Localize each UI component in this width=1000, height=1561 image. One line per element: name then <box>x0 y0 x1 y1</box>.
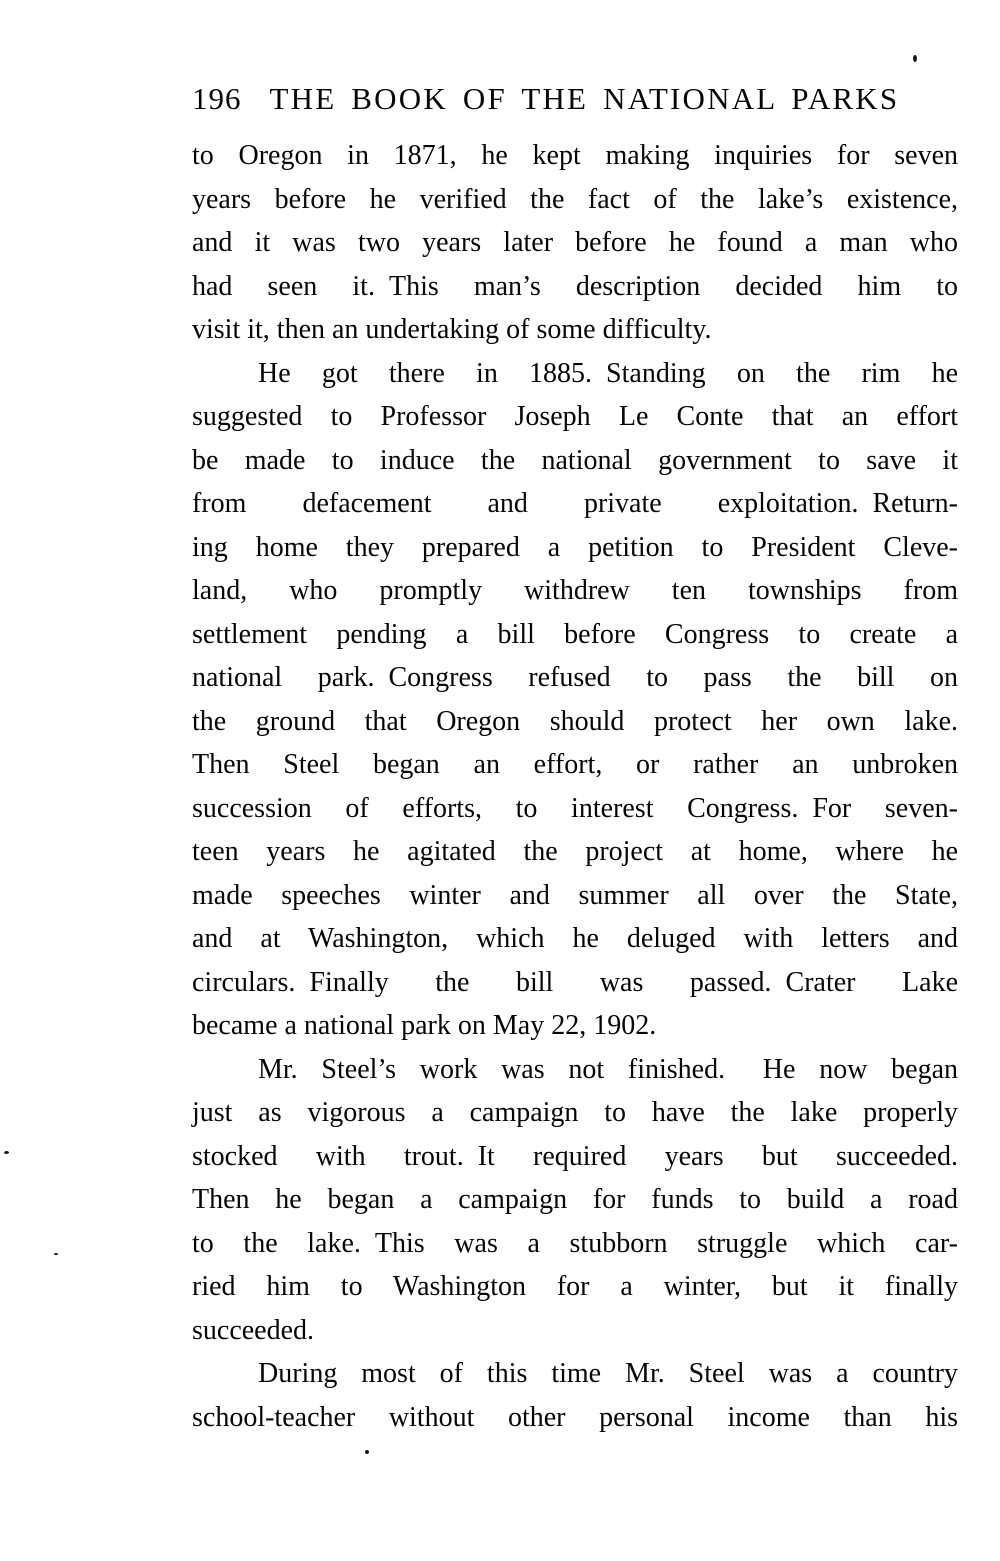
text-line: national park. Congress refused to pass the bill on <box>192 662 958 693</box>
text-line: succeeded. <box>192 1314 315 1346</box>
paragraph-crater-lake-campaign <box>192 352 958 1048</box>
text-line: became a national park on May 22, 1902. <box>192 1010 657 1041</box>
text-line: had seen it. This man’s description decided him to <box>192 270 958 302</box>
text-line: to Oregon in 1871, he kept making inquiries for seven <box>192 140 958 171</box>
page-body <box>192 134 958 1439</box>
text-line: to the lake. This was a stubborn struggle which car- <box>192 1227 958 1259</box>
page-number: 196 <box>192 81 242 116</box>
text-line: Then Steel began an effort, or rather an unbroken <box>192 749 958 780</box>
paragraph-continuation <box>192 134 958 352</box>
text-line: stocked with trout. It required years but succeeded. <box>192 1140 958 1172</box>
text-line: visit it, then an undertaking of some difficulty. <box>192 314 712 345</box>
text-line: land, who promptly withdrew ten townships from <box>192 575 958 606</box>
text-line: years before he verified the fact of the lake’s existence, <box>192 183 958 215</box>
text-line: circulars. Finally the bill was passed. Crater Lake <box>192 966 958 998</box>
scan-speck <box>365 1450 369 1454</box>
text-line: Then he began a campaign for funds to build a road <box>192 1184 958 1215</box>
text-line: teen years he agitated the project at home, where he <box>192 836 958 867</box>
text-line: be made to induce the national government to save it <box>192 444 958 476</box>
text-line: school-teacher without other personal income than his <box>192 1401 958 1433</box>
text-line: made speeches winter and summer all over the State, <box>192 879 958 911</box>
paragraph-trout-and-road <box>192 1048 958 1353</box>
scan-speck <box>54 1253 58 1255</box>
text-line: He got there in 1885. Standing on the rim he <box>258 357 958 389</box>
scan-speck <box>4 1151 9 1154</box>
text-line: suggested to Professor Joseph Le Conte that an effort <box>192 401 958 432</box>
text-line: Mr. Steel’s work was not finished. He now began <box>258 1053 958 1085</box>
text-line: During most of this time Mr. Steel was a country <box>258 1358 958 1389</box>
text-line: the ground that Oregon should protect her own lake. <box>192 705 958 737</box>
scan-speck <box>913 55 917 62</box>
running-title: THE BOOK OF THE NATIONAL PARKS <box>269 81 900 116</box>
text-line: ried him to Washington for a winter, but it finally <box>192 1271 958 1302</box>
text-line: and it was two years later before he found a man who <box>192 227 958 258</box>
page-header <box>192 83 958 114</box>
text-line: settlement pending a bill before Congress to create a <box>192 618 958 650</box>
text-line: just as vigorous a campaign to have the lake properly <box>192 1097 958 1128</box>
text-line: from defacement and private exploitation. Return- <box>192 488 958 519</box>
paragraph-school-teacher <box>192 1352 958 1439</box>
text-line: succession of efforts, to interest Congress. For seven- <box>192 792 958 824</box>
text-line: ing home they prepared a petition to President Cleve- <box>192 531 958 563</box>
text-line: and at Washington, which he deluged with letters and <box>192 923 958 954</box>
